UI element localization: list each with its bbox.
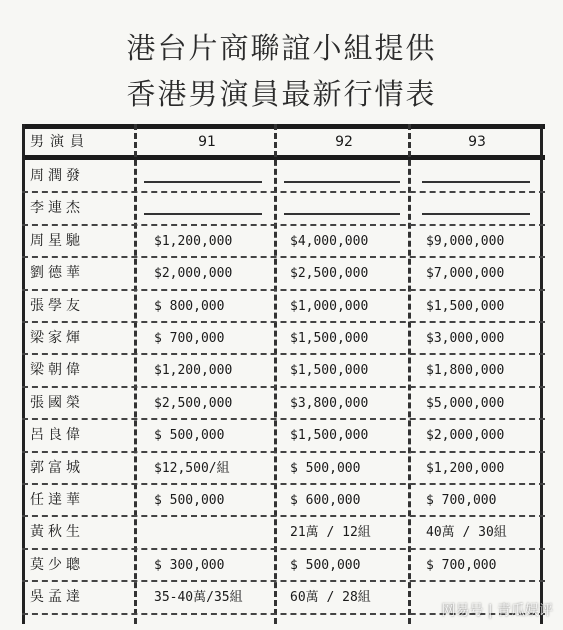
actor-name: 郭富城 (30, 459, 84, 476)
price-cell-92: $4,000,000 (290, 233, 369, 249)
price-cell-91: $ 700,000 (154, 331, 225, 346)
table-row (22, 550, 545, 582)
price-cell-91: $2,000,000 (154, 266, 233, 282)
header-year-92: 92 (335, 134, 353, 150)
table-row (22, 388, 545, 420)
price-cell-91: $ 800,000 (154, 298, 225, 314)
actor-name: 張國榮 (30, 394, 84, 411)
price-cell-93: 40萬 / 30組 (426, 525, 507, 541)
header-label: 男演員 (30, 134, 90, 150)
price-cell-91: 35-40萬/35組 (154, 590, 243, 606)
table-row (22, 291, 545, 323)
price-cell-91: $1,200,000 (154, 363, 233, 379)
table-row (22, 420, 545, 452)
no-data-dash (284, 181, 400, 183)
actor-name: 呂良偉 (30, 427, 84, 444)
table-row (22, 258, 545, 290)
price-cell-93: $5,000,000 (426, 395, 505, 411)
watermark: 网易号 | 青瓜娱评 (441, 603, 553, 619)
price-cell-92: $1,500,000 (290, 428, 369, 444)
actor-name: 周潤發 (30, 168, 84, 184)
price-cell-92: $ 600,000 (290, 493, 361, 508)
price-cell-93 (420, 161, 551, 192)
price-cell-92 (284, 193, 418, 224)
table-row (22, 193, 545, 225)
actor-name: 張學友 (30, 297, 84, 314)
price-cell-91 (150, 517, 279, 548)
title-line-1: 港台片商聯誼小組提供 (126, 31, 437, 65)
table-row (22, 453, 545, 485)
no-data-dash (144, 213, 262, 215)
price-cell-92: $ 500,000 (290, 557, 361, 573)
table-row (22, 226, 545, 258)
price-cell-93: $ 700,000 (426, 493, 497, 508)
price-cell-92: 60萬 / 28組 (290, 590, 371, 606)
price-cell-92: $2,500,000 (290, 266, 369, 282)
header-bottom-border (22, 155, 545, 160)
actor-name: 莫少聰 (30, 556, 84, 573)
price-cell-91: $1,200,000 (154, 233, 233, 249)
table-row (22, 485, 545, 517)
actor-name: 任達華 (30, 492, 84, 508)
price-cell-92: $3,800,000 (290, 395, 369, 411)
table-row (22, 355, 545, 387)
price-cell-91: $ 300,000 (154, 557, 225, 573)
actor-name: 劉德華 (30, 265, 84, 282)
price-cell-91: $ 500,000 (154, 428, 225, 444)
price-cell-92: 21萬 / 12組 (290, 525, 371, 541)
price-cell-93: $1,200,000 (426, 460, 505, 476)
price-cell-91 (150, 161, 279, 192)
actor-name: 梁家煇 (30, 330, 84, 346)
price-cell-92: $ 500,000 (290, 460, 361, 476)
table-row (22, 323, 545, 355)
actor-name: 李連杰 (30, 200, 84, 217)
title-line-2: 香港男演員最新行情表 (126, 77, 437, 111)
no-data-dash (284, 213, 400, 215)
table-row (22, 161, 545, 193)
price-cell-91: $ 500,000 (154, 493, 225, 508)
price-cell-93: $1,500,000 (426, 298, 505, 314)
actor-name: 吳孟達 (30, 589, 84, 606)
table-row (22, 517, 545, 549)
price-cell-93 (420, 193, 551, 224)
actor-name: 周星馳 (30, 232, 84, 249)
price-cell-91 (150, 193, 279, 224)
price-cell-93: $9,000,000 (426, 233, 505, 249)
header-year-93: 93 (468, 134, 486, 150)
no-data-dash (422, 181, 530, 183)
table-top-border (22, 124, 545, 129)
header-year-91: 91 (198, 134, 216, 150)
price-cell-93: $ 700,000 (426, 557, 497, 573)
actor-name: 梁朝偉 (30, 362, 84, 379)
price-cell-92: $1,000,000 (290, 298, 369, 314)
price-cell-92: $1,500,000 (290, 331, 369, 346)
price-cell-93: $3,000,000 (426, 331, 505, 346)
actor-name: 黃秋生 (30, 524, 84, 541)
price-cell-93: $1,800,000 (426, 363, 505, 379)
no-data-dash (144, 181, 262, 183)
price-cell-91: $12,500/組 (154, 460, 230, 476)
price-cell-91: $2,500,000 (154, 395, 233, 411)
price-cell-93: $2,000,000 (426, 428, 505, 444)
price-cell-93: $7,000,000 (426, 266, 505, 282)
no-data-dash (422, 213, 530, 215)
price-cell-92: $1,500,000 (290, 363, 369, 379)
price-table (22, 124, 545, 624)
price-cell-92 (284, 161, 418, 192)
